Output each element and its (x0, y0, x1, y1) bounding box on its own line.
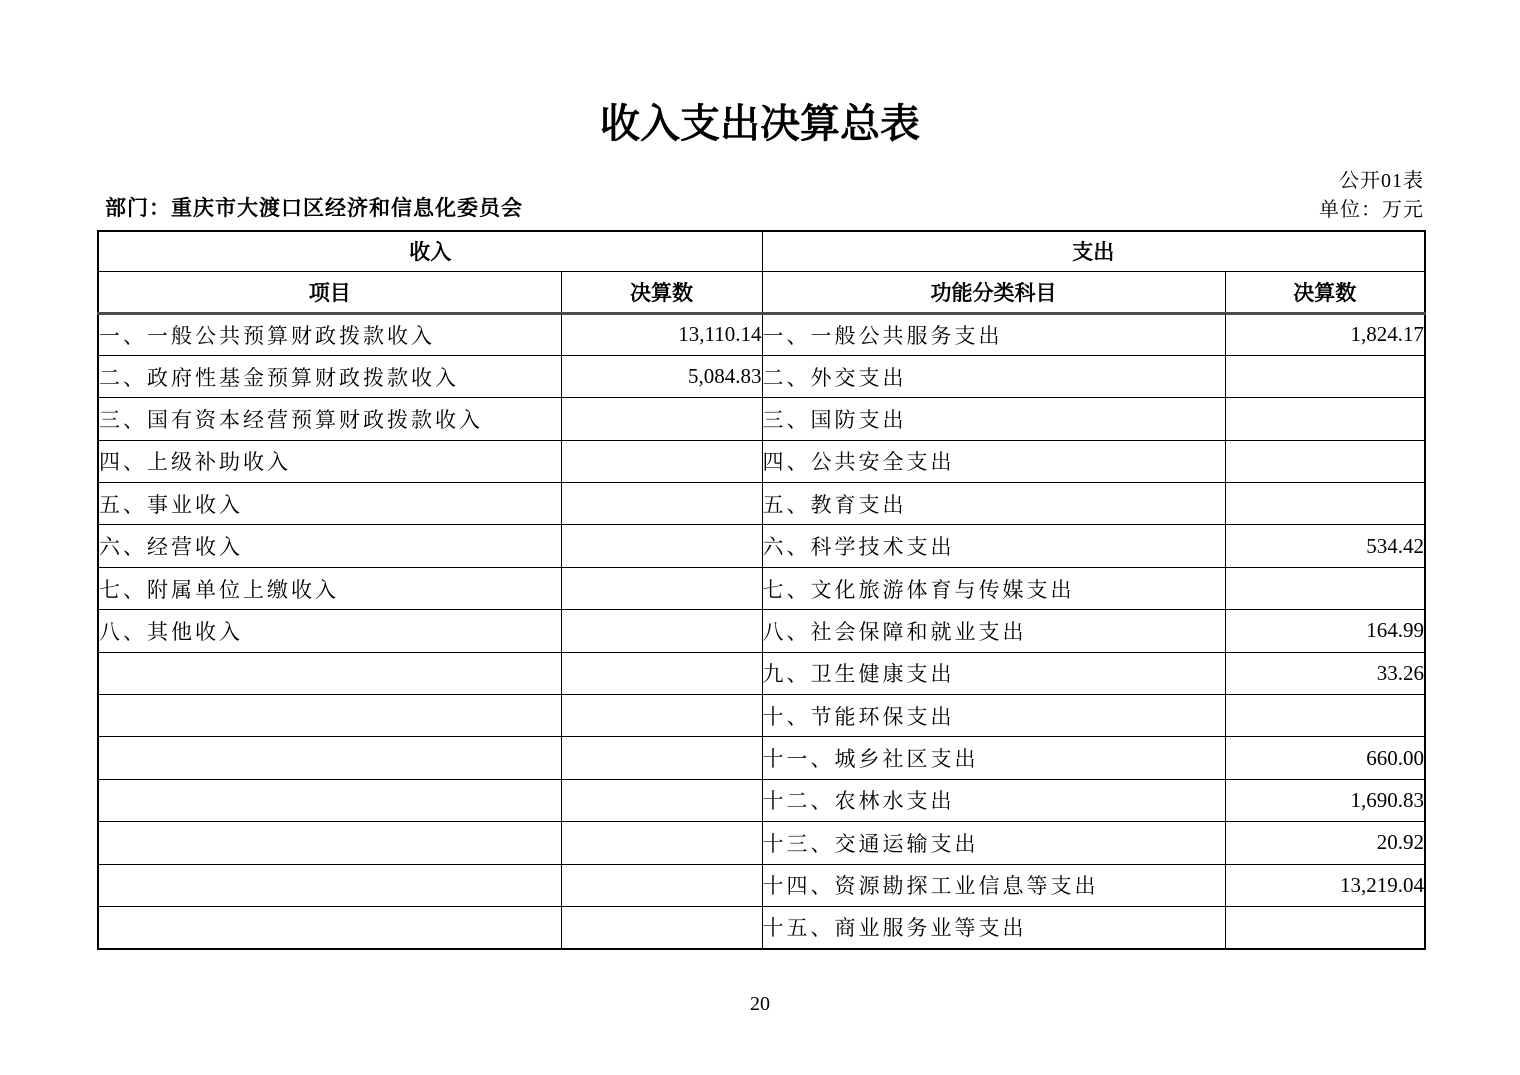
expense-item-cell: 七、文化旅游体育与传媒支出 (762, 567, 1225, 609)
expense-value-cell (1225, 483, 1425, 525)
expense-value-cell (1225, 355, 1425, 397)
income-value-cell (561, 737, 762, 779)
expense-value-cell: 534.42 (1225, 525, 1425, 567)
expense-value-cell: 13,219.04 (1225, 864, 1425, 906)
department-label: 部门：重庆市大渡口区经济和信息化委员会 (105, 196, 523, 220)
expense-item-cell: 十二、农林水支出 (762, 779, 1225, 821)
expense-item-cell: 十一、城乡社区支出 (762, 737, 1225, 779)
income-value-cell (561, 695, 762, 737)
table-row (98, 822, 1425, 864)
table-row (98, 398, 1425, 440)
expense-item-cell: 六、科学技术支出 (762, 525, 1225, 567)
income-value-cell (561, 610, 762, 652)
income-item-column-header: 项目 (98, 271, 561, 313)
section-header-row (98, 231, 1425, 271)
table-row (98, 652, 1425, 694)
table-row (98, 864, 1425, 906)
income-item-cell: 四、上级补助收入 (98, 440, 561, 482)
expense-value-cell: 164.99 (1225, 610, 1425, 652)
income-item-cell: 八、其他收入 (98, 610, 561, 652)
expense-value-cell (1225, 567, 1425, 609)
expense-item-cell: 十四、资源勘探工业信息等支出 (762, 864, 1225, 906)
expense-value-cell: 33.26 (1225, 652, 1425, 694)
table-row (98, 610, 1425, 652)
expense-value-cell (1225, 440, 1425, 482)
page-title: 收入支出决算总表 (600, 102, 920, 146)
income-value-cell: 5,084.83 (561, 355, 762, 397)
expense-item-cell: 三、国防支出 (762, 398, 1225, 440)
income-item-cell (98, 779, 561, 821)
income-item-cell (98, 864, 561, 906)
expense-value-cell: 20.92 (1225, 822, 1425, 864)
expenditure-item-column-header: 功能分类科目 (762, 271, 1225, 313)
income-value-cell (561, 483, 762, 525)
income-section-header: 收入 (98, 231, 762, 271)
income-item-cell (98, 822, 561, 864)
income-value-cell (561, 398, 762, 440)
income-value-cell (561, 440, 762, 482)
income-value-cell (561, 864, 762, 906)
table-row (98, 737, 1425, 779)
table-row (98, 567, 1425, 609)
table-row (98, 440, 1425, 482)
expense-value-cell (1225, 398, 1425, 440)
income-value-column-header: 决算数 (561, 271, 762, 313)
expense-value-cell: 1,824.17 (1225, 313, 1425, 355)
income-value-cell (561, 906, 762, 948)
income-item-cell (98, 906, 561, 948)
expense-value-cell (1225, 906, 1425, 948)
income-item-cell: 二、政府性基金预算财政拨款收入 (98, 355, 561, 397)
income-item-cell: 五、事业收入 (98, 483, 561, 525)
expense-item-cell: 十五、商业服务业等支出 (762, 906, 1225, 948)
expense-item-cell: 八、社会保障和就业支出 (762, 610, 1225, 652)
expense-item-cell: 四、公共安全支出 (762, 440, 1225, 482)
table-row (98, 313, 1425, 355)
table-row (98, 695, 1425, 737)
income-item-cell: 六、经营收入 (98, 525, 561, 567)
expenditure-value-column-header: 决算数 (1225, 271, 1425, 313)
income-value-cell (561, 525, 762, 567)
income-value-cell: 13,110.14 (561, 313, 762, 355)
expense-item-cell: 一、一般公共服务支出 (762, 313, 1225, 355)
table-body (98, 313, 1425, 949)
expense-value-cell: 660.00 (1225, 737, 1425, 779)
table-row (98, 779, 1425, 821)
expense-value-cell: 1,690.83 (1225, 779, 1425, 821)
unit-label: 单位：万元 (1319, 199, 1424, 221)
expense-value-cell (1225, 695, 1425, 737)
table-row (98, 483, 1425, 525)
table-row (98, 355, 1425, 397)
expenditure-section-header: 支出 (762, 231, 1425, 271)
income-expenditure-table (97, 230, 1426, 950)
income-value-cell (561, 779, 762, 821)
income-item-cell (98, 737, 561, 779)
expense-item-cell: 十三、交通运输支出 (762, 822, 1225, 864)
income-value-cell (561, 567, 762, 609)
expense-item-cell: 九、卫生健康支出 (762, 652, 1225, 694)
income-item-cell: 七、附属单位上缴收入 (98, 567, 561, 609)
income-value-cell (561, 822, 762, 864)
table-code-label: 公开01表 (1339, 170, 1424, 192)
income-item-cell: 一、一般公共预算财政拨款收入 (98, 313, 561, 355)
column-header-row (98, 271, 1425, 313)
income-item-cell: 三、国有资本经营预算财政拨款收入 (98, 398, 561, 440)
income-value-cell (561, 652, 762, 694)
income-item-cell (98, 652, 561, 694)
page-number: 20 (750, 993, 770, 1015)
table-row (98, 525, 1425, 567)
table-row (98, 906, 1425, 948)
expense-item-cell: 十、节能环保支出 (762, 695, 1225, 737)
expense-item-cell: 二、外交支出 (762, 355, 1225, 397)
income-item-cell (98, 695, 561, 737)
expense-item-cell: 五、教育支出 (762, 483, 1225, 525)
